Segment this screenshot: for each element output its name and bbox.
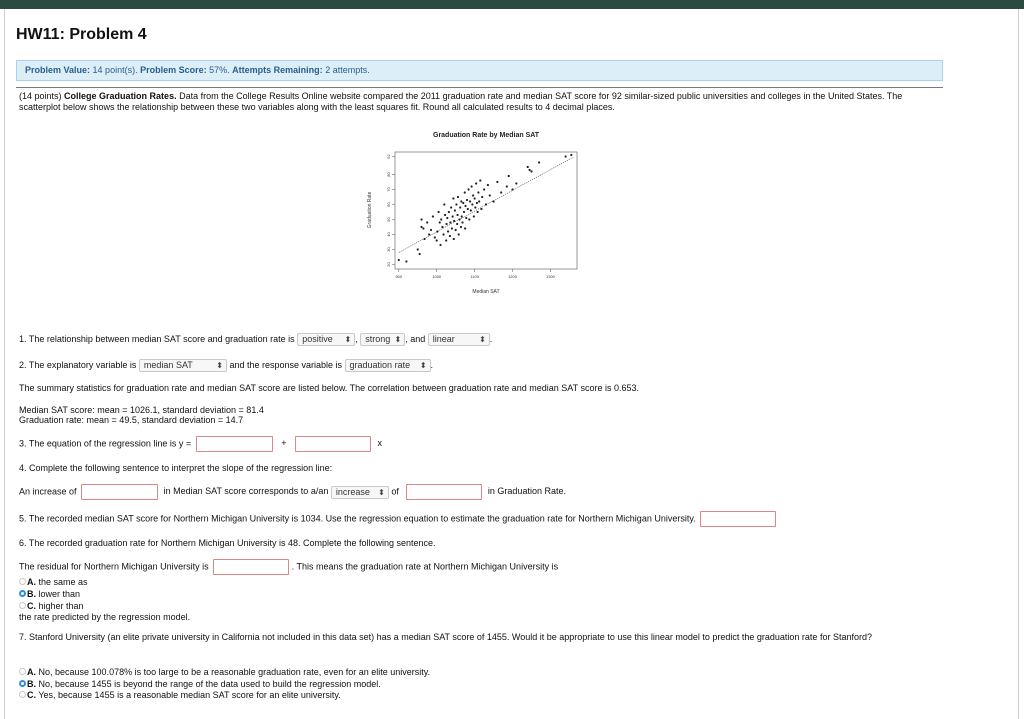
q7-option-a[interactable]: A. No, because 100.078% is too large to be a reasonable graduation rate, even for an elite university. <box>19 667 430 678</box>
q3-prefix: 3. The equation of the regression line is y = <box>19 438 192 449</box>
data-point <box>436 239 438 241</box>
data-point <box>426 221 428 223</box>
data-point <box>420 218 422 220</box>
x-tick-label: 1300 <box>546 274 555 279</box>
q6-option-c[interactable]: C. higher than <box>19 601 84 612</box>
y-tick-label: 20 <box>386 262 391 267</box>
y-tick-label: 80 <box>386 172 391 177</box>
q6-suffix: . This means the graduation rate at Northern Michigan University is <box>291 561 559 572</box>
form-select[interactable]: linear ⬍ <box>428 333 490 346</box>
y-tick-label: 40 <box>386 232 391 237</box>
data-point <box>459 206 461 208</box>
data-point <box>489 194 491 196</box>
x-tick-label: 1100 <box>470 274 479 279</box>
x-tick-label: 1200 <box>508 274 517 279</box>
data-point <box>463 211 465 213</box>
select-arrow-icon: ⬍ <box>419 361 427 370</box>
score-label: Problem Score: <box>140 65 207 75</box>
q4-of: of <box>391 486 399 497</box>
select-arrow-icon: ⬍ <box>344 335 352 344</box>
data-point <box>461 215 463 217</box>
data-point <box>446 217 448 219</box>
q6-tail: the rate predicted by the regression model. <box>19 612 191 622</box>
data-point <box>428 233 430 235</box>
data-point <box>465 217 467 219</box>
data-point <box>527 166 529 168</box>
radio-selected-icon[interactable] <box>19 680 26 687</box>
score-text: 57%. <box>209 65 230 75</box>
q1-sep1: , <box>355 333 358 344</box>
data-point <box>453 220 455 222</box>
data-point <box>455 229 457 231</box>
q6-prefix: The residual for Northern Michigan University is <box>19 561 209 572</box>
data-point <box>470 185 472 187</box>
data-point <box>492 200 494 202</box>
data-point <box>481 196 483 198</box>
question-1 <box>19 333 492 346</box>
data-point <box>452 197 454 199</box>
data-point <box>436 230 438 232</box>
data-point <box>432 215 434 217</box>
data-point <box>398 259 400 261</box>
select-arrow-icon: ⬍ <box>378 487 385 497</box>
attempts-label: Attempts Remaining: <box>232 65 323 75</box>
data-point <box>511 188 513 190</box>
q4-suffix: in Graduation Rate. <box>487 486 566 497</box>
data-point <box>464 227 466 229</box>
rate-change-input[interactable] <box>406 484 482 500</box>
data-point <box>419 253 421 255</box>
data-point <box>464 191 466 193</box>
select-arrow-icon: ⬍ <box>479 335 486 344</box>
data-point <box>467 188 469 190</box>
question-5 <box>19 511 776 527</box>
data-point <box>439 221 441 223</box>
data-point <box>450 206 452 208</box>
summary-text: The summary statistics for graduation rate and median SAT score are listed below. The correlation between graduation rate and median SAT score is 0.653. <box>19 383 639 393</box>
page-title: HW11: Problem 4 <box>16 26 147 43</box>
q1-prefix: 1. The relationship between median SAT score and graduation rate is <box>19 333 295 344</box>
data-point <box>470 209 472 211</box>
q3-x: x <box>377 438 383 449</box>
plot-area <box>395 152 577 269</box>
x-tick-label: 1000 <box>432 274 442 279</box>
attempts-text: 2 attempts. <box>325 65 370 75</box>
data-point <box>461 221 463 223</box>
data-point <box>420 226 422 228</box>
data-point <box>456 223 458 225</box>
data-point <box>471 203 473 205</box>
question-6 <box>19 559 558 575</box>
intro-heading: College Graduation Rates. <box>64 91 177 101</box>
q1-suffix: . <box>489 333 493 344</box>
data-point <box>423 238 425 240</box>
summary-sat: Median SAT score: mean = 1026.1, standard deviation = 81.4 <box>19 405 264 415</box>
radio-unselected-icon[interactable] <box>19 668 26 675</box>
summary-grad: Graduation rate: mean = 49.5, standard deviation = 14.7 <box>19 415 244 425</box>
residual-input[interactable] <box>213 559 289 575</box>
prediction-input[interactable] <box>700 511 776 527</box>
data-point <box>417 248 419 250</box>
change-direction-select[interactable]: increase ⬍ <box>331 486 389 499</box>
question-4 <box>19 484 566 500</box>
data-point <box>448 211 450 213</box>
y-axis-label: Graduation Rate <box>367 191 373 229</box>
data-point <box>460 200 462 202</box>
data-point <box>506 185 508 187</box>
slope-input[interactable] <box>295 436 371 452</box>
q6-text: 6. The recorded graduation rate for Northern Michigan University is 48. Complete the following sentence. <box>19 538 436 548</box>
data-point <box>434 236 436 238</box>
data-point <box>473 215 475 217</box>
q5-text: 5. The recorded median SAT score for Northern Michigan University is 1034. Use the regression equation to estimate the graduation rate for Northern Michigan University. <box>19 513 696 524</box>
data-point <box>438 211 440 213</box>
data-point <box>440 218 442 220</box>
radio-unselected-icon[interactable] <box>19 602 26 609</box>
y-tick-label: 92 <box>386 154 391 159</box>
data-point <box>565 155 567 157</box>
data-point <box>529 169 531 171</box>
problem-info-bar <box>16 60 943 81</box>
data-point <box>451 227 453 229</box>
data-point <box>444 214 446 216</box>
y-tick-label: 70 <box>386 187 391 192</box>
data-point <box>500 191 502 193</box>
q2-suffix: . <box>430 359 434 370</box>
data-point <box>508 175 510 177</box>
data-point <box>483 188 485 190</box>
value-label: Problem Value: <box>25 65 91 75</box>
data-point <box>467 208 469 210</box>
data-point <box>458 233 460 235</box>
direction-select[interactable]: positive ⬍ <box>297 333 355 346</box>
data-point <box>468 218 470 220</box>
divider <box>16 87 943 88</box>
data-point <box>449 235 451 237</box>
response-select[interactable]: graduation rate ⬍ <box>345 359 431 372</box>
y-tick-label: 30 <box>386 247 391 252</box>
data-point <box>570 154 572 156</box>
data-point <box>477 211 479 213</box>
q7-text: 7. Stanford University (an elite private university in California not included in this data set) has a median SAT score of 1455. Would it be appropriate to use this linear model to predict the graduation rate for Stanford? <box>19 632 872 642</box>
x-tick-label: 900 <box>395 274 403 279</box>
data-point <box>442 233 444 235</box>
radio-unselected-icon[interactable] <box>19 578 26 585</box>
intro-points: (14 points) <box>19 91 62 101</box>
data-point <box>480 208 482 210</box>
data-point <box>496 181 498 183</box>
data-point <box>475 182 477 184</box>
q7-option-c[interactable]: C. Yes, because 1455 is a reasonable median SAT score for an elite university. <box>19 690 341 701</box>
top-bar <box>0 0 1024 9</box>
data-point <box>405 260 407 262</box>
data-point <box>457 196 459 198</box>
data-point <box>430 229 432 231</box>
intercept-input[interactable] <box>196 436 273 452</box>
data-point <box>460 226 462 228</box>
data-point <box>538 161 540 163</box>
q3-plus: + <box>281 438 287 449</box>
y-tick-label: 60 <box>386 202 391 207</box>
data-point <box>477 191 479 193</box>
data-point <box>445 239 447 241</box>
data-point <box>474 197 476 199</box>
data-point <box>456 214 458 216</box>
intro-text: Data from the College Results Online website compared the 2011 graduation rate and median SAT score for 92 similar-sized public universities and colleges in the United States. The scatterplot below shows the relationship between these two variables along with the least squares fit. Round all calculated results to 4 decimal places. <box>19 91 903 112</box>
data-point <box>445 223 447 225</box>
data-point <box>515 182 517 184</box>
data-point <box>441 226 443 228</box>
scatter-chart <box>367 144 580 295</box>
q1-sep2: , and <box>405 333 426 344</box>
data-point <box>466 199 468 201</box>
data-point <box>439 244 441 246</box>
explanatory-select[interactable]: median SAT ⬍ <box>139 359 227 372</box>
data-point <box>454 209 456 211</box>
increase-amount-input[interactable] <box>81 484 158 500</box>
y-tick-label: 50 <box>386 217 391 222</box>
q6-option-a[interactable]: A. the same as <box>19 577 88 588</box>
q4-prompt: 4. Complete the following sentence to interpret the slope of the regression line: <box>19 463 333 473</box>
q2-prefix: 2. The explanatory variable is <box>19 359 137 370</box>
data-point <box>478 200 480 202</box>
q4-middle: in Median SAT score corresponds to a/an <box>163 486 329 497</box>
chart-title: Graduation Rate by Median SAT <box>433 132 540 139</box>
data-point <box>469 200 471 202</box>
strength-select[interactable]: strong ⬍ <box>360 333 405 346</box>
problem-intro <box>19 91 944 113</box>
data-point <box>479 179 481 181</box>
data-point <box>474 206 476 208</box>
data-point <box>462 202 464 204</box>
data-point <box>485 203 487 205</box>
data-point <box>455 203 457 205</box>
question-2 <box>19 359 433 372</box>
select-arrow-icon: ⬍ <box>216 361 223 370</box>
radio-unselected-icon[interactable] <box>19 691 26 698</box>
data-point <box>452 215 454 217</box>
question-3 <box>19 436 382 452</box>
q6-option-b[interactable]: B. lower than <box>19 589 80 600</box>
data-point <box>458 218 460 220</box>
value-text: 14 point(s). <box>92 65 138 75</box>
data-point <box>530 170 532 172</box>
data-point <box>464 205 466 207</box>
x-axis-label: Median SAT <box>472 289 500 295</box>
data-point <box>443 203 445 205</box>
q4-prefix: An increase of <box>19 486 77 497</box>
q7-option-b[interactable]: B. No, because 1455 is beyond the range of the data used to build the regression model. <box>19 679 381 690</box>
data-point <box>449 221 451 223</box>
data-point <box>476 202 478 204</box>
data-point <box>487 184 489 186</box>
data-point <box>453 238 455 240</box>
q2-middle: and the response variable is <box>229 359 343 370</box>
data-point <box>422 227 424 229</box>
select-arrow-icon: ⬍ <box>394 335 402 344</box>
data-point <box>472 194 474 196</box>
radio-selected-icon[interactable] <box>19 590 26 597</box>
data-point <box>447 230 449 232</box>
